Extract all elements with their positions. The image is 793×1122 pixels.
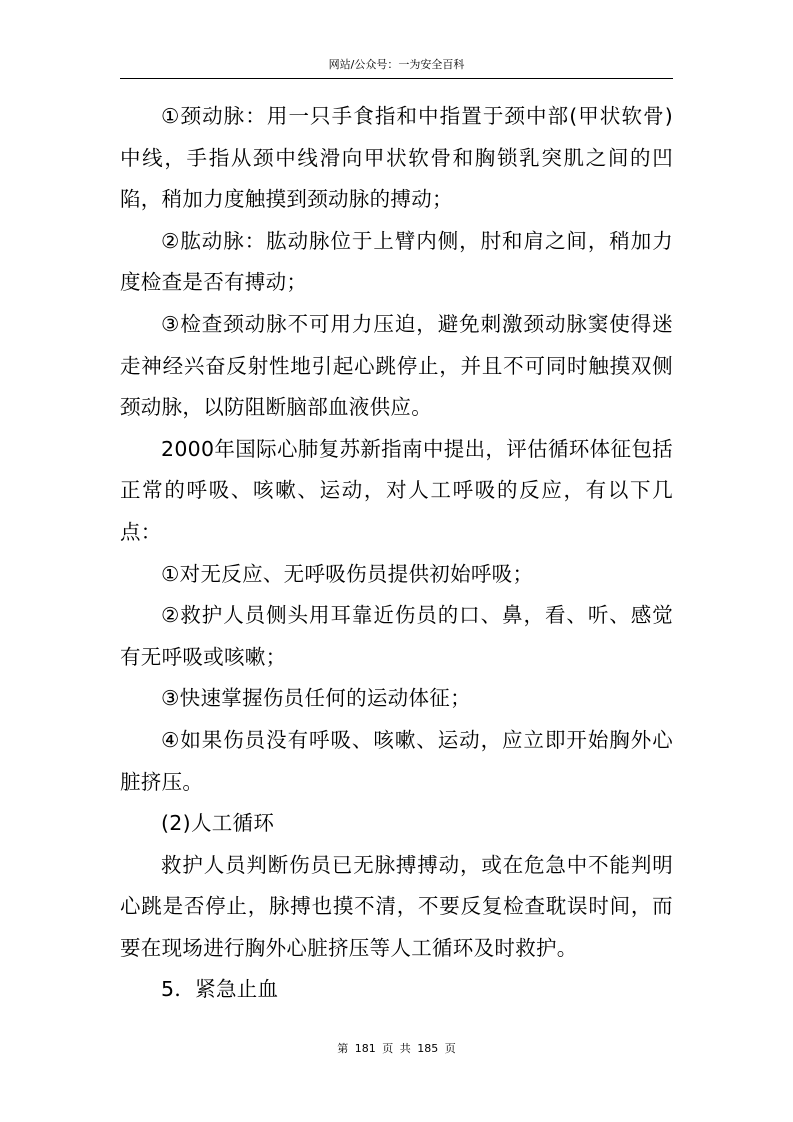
paragraph-brachial-artery: ②肱动脉：肱动脉位于上臂内侧，肘和肩之间，稍加力度检查是否有搏动； [120,228,673,295]
body-text [120,96,673,1011]
paragraph-movement-signs: ③快速掌握伤员任何的运动体征； [161,686,471,711]
paragraph-carotid-caution: ③检查颈动脉不可用力压迫，避免刺激颈动脉窦使得迷走神经兴奋反射性地引起心跳停止，并且不可同时触摸双侧颈动脉，以防阻断脑部血液供应。 [120,311,673,420]
paragraph-start-compression: ④如果伤员没有呼吸、咳嗽、运动，应立即开始胸外心脏挤压。 [120,727,673,794]
section-heading-artificial-circulation: (2)人工循环 [161,811,275,836]
paragraph-artificial-circulation: 救护人员判断伤员已无脉搏搏动，或在危急中不能判明心跳是否停止，脉搏也摸不清，不要反复检查耽误时间，而要在现场进行胸外心脏挤压等人工循环及时救护。 [120,852,673,960]
page-footer: 第 181 页 共 185 页 [337,1042,456,1055]
page-header: 网站/公众号：一为安全百科 [120,56,673,79]
paragraph-initial-breath: ①对无反应、无呼吸伤员提供初始呼吸； [161,561,534,586]
paragraph-carotid-artery: ①颈动脉：用一只手食指和中指置于颈中部(甲状软骨)中线，手指从颈中线滑向甲状软骨和胸锁乳突肌之间的凹陷，稍加力度触摸到颈动脉的搏动； [120,104,673,212]
paragraph-guideline-2000: 2000年国际心肺复苏新指南中提出，评估循环体征包括正常的呼吸、咳嗽、运动，对人工呼吸的反应，有以下几点： [120,436,673,544]
section-heading-emergency-hemostasis: 5．紧急止血 [161,977,279,1002]
paragraph-look-listen-feel: ②救护人员侧头用耳靠近伤员的口、鼻，看、听、感觉有无呼吸或咳嗽； [120,603,673,669]
